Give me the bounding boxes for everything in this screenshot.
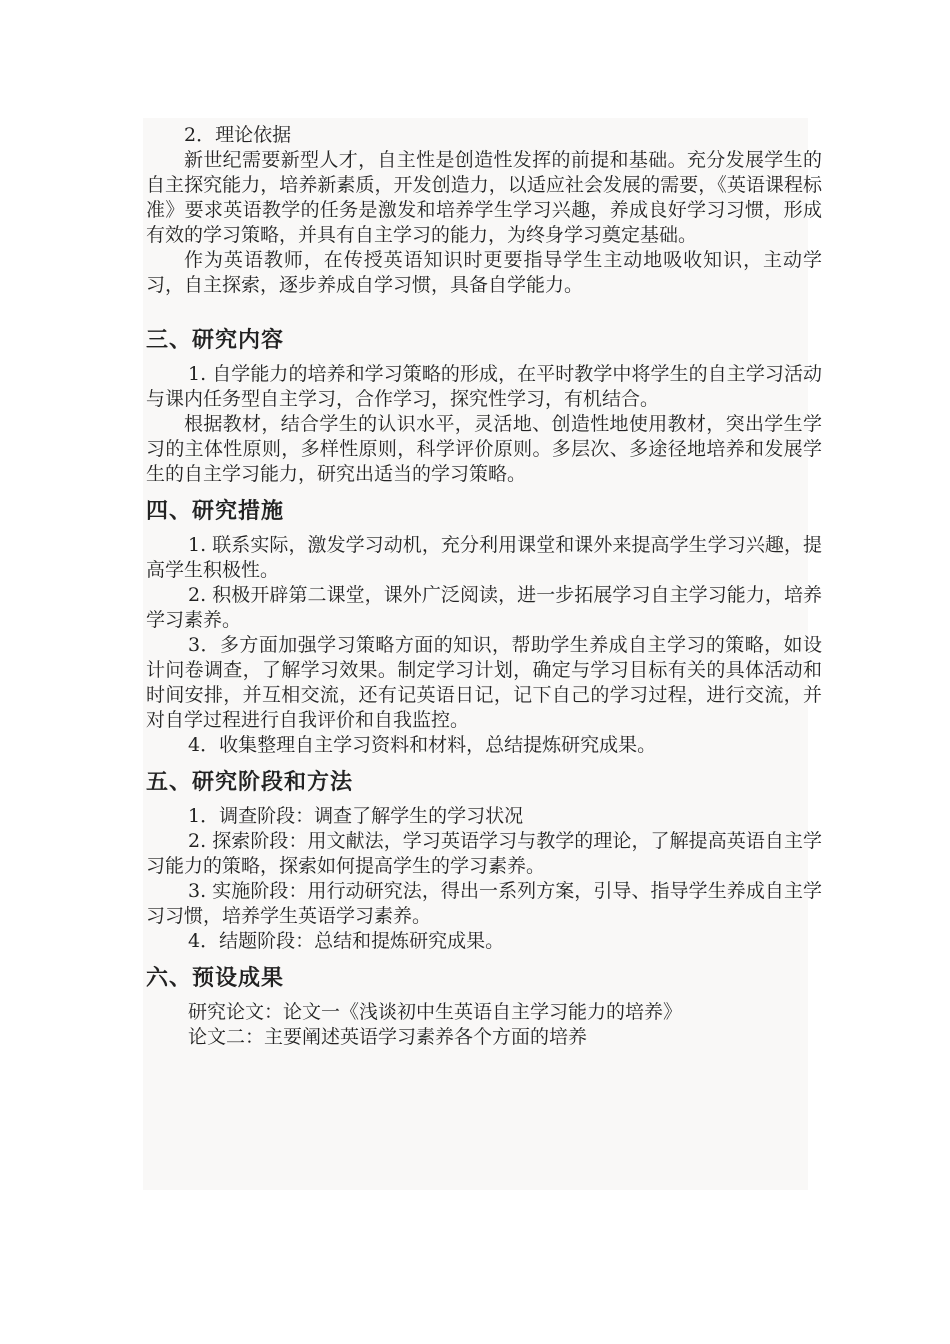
section-research-measures xyxy=(146,497,822,758)
section-research-content xyxy=(146,326,822,487)
subheading-theory-basis: 2．理论依据 xyxy=(184,124,292,146)
list-item: 3．多方面加强学习策略方面的知识，帮助学生养成自主学习的策略，如设计问卷调查，了解学习效果。制定学习计划，确定与学习目标有关的具体活动和时间安排，并互相交流，还有记英语日记，记下自己的学习过程，进行交流，并对自学过程进行自我评价和自我监控。 xyxy=(146,634,822,731)
section-heading: 五、研究阶段和方法 xyxy=(146,769,354,795)
paragraph: 作为英语教师，在传授英语知识时更要指导学生主动地吸收知识，主动学习，自主探索，逐步养成自学习惯，具备自学能力。 xyxy=(146,249,822,296)
paragraph: 1. 自学能力的培养和学习策略的形成，在平时教学中将学生的自主学习活动与课内任务型自主学习，合作学习，探究性学习，有机结合。 xyxy=(146,363,822,410)
section-research-stages xyxy=(146,768,822,954)
list-item: 3. 实施阶段：用行动研究法，得出一系列方案，引导、指导学生养成自主学习习惯，培养学生英语学习素养。 xyxy=(146,880,822,927)
list-item: 1．调查阶段：调查了解学生的学习状况 xyxy=(188,805,524,827)
list-item: 2. 积极开辟第二课堂，课外广泛阅读，进一步拓展学习自主学习能力，培养学习素养。 xyxy=(146,584,822,631)
list-item: 论文二：主要阐述英语学习素养各个方面的培养 xyxy=(188,1026,588,1048)
section-heading: 六、预设成果 xyxy=(146,965,285,991)
document-body xyxy=(146,123,822,1050)
paragraph: 新世纪需要新型人才，自主性是创造性发挥的前提和基础。充分发展学生的自主探究能力，培养新素质，开发创造力，以适应社会发展的需要，《英语课程标准》要求英语教学的任务是激发和培养学生学习兴趣，养成良好学习习惯，形成有效的学习策略，并具有自主学习的能力，为终身学习奠定基础。 xyxy=(146,149,822,246)
list-item: 1. 联系实际，激发学习动机，充分利用课堂和课外来提高学生学习兴趣，提高学生积极性。 xyxy=(146,534,822,581)
list-item: 研究论文：论文一《浅谈初中生英语自主学习能力的培养》 xyxy=(188,1001,683,1023)
list-item: 4．收集整理自主学习资料和材料，总结提炼研究成果。 xyxy=(188,734,657,756)
list-item: 4．结题阶段：总结和提炼研究成果。 xyxy=(188,930,505,952)
paragraph: 根据教材，结合学生的认识水平，灵活地、创造性地使用教材，突出学生学习的主体性原则，多样性原则，科学评价原则。多层次、多途径地培养和发展学生的自主学习能力，研究出适当的学习策略。 xyxy=(146,413,822,485)
list-item: 2. 探索阶段：用文献法，学习英语学习与教学的理论，了解提高英语自主学习能力的策略，探索如何提高学生的学习素养。 xyxy=(146,830,822,877)
section-heading: 三、研究内容 xyxy=(146,327,285,353)
section-expected-results xyxy=(146,964,822,1050)
section-theory-basis xyxy=(146,123,822,298)
section-heading: 四、研究措施 xyxy=(146,498,285,524)
